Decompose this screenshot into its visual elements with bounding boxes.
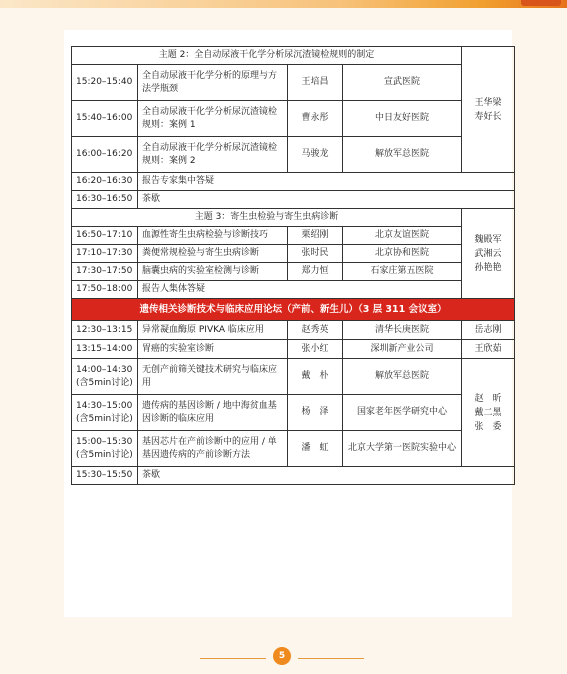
table-row <box>72 137 515 173</box>
activity-cell: 茶歇 <box>138 467 515 485</box>
schedule-table <box>71 46 515 485</box>
forum-group-chair <box>462 359 515 467</box>
table-row <box>72 245 515 263</box>
time-cell: 13:15–14:00 <box>72 340 138 359</box>
topic-cell: 脑囊虫病的实验室检测与诊断 <box>138 263 288 281</box>
theme2-chair <box>462 47 515 173</box>
org-cell: 北京大学第一医院实验中心 <box>343 431 462 467</box>
forum-header-row <box>72 299 515 321</box>
speaker-cell: 张时民 <box>288 245 343 263</box>
time-cell: 15:20–15:40 <box>72 65 138 101</box>
speaker-cell: 张小红 <box>288 340 343 359</box>
page-number: 5 <box>273 647 291 665</box>
topic-cell: 基因芯片在产前诊断中的应用 / 单基因遗传病的产前诊断方法 <box>138 431 288 467</box>
table-row <box>72 281 515 299</box>
footer-rule-right <box>298 658 364 659</box>
time-cell: 15:30–15:50 <box>72 467 138 485</box>
theme3-header-row <box>72 209 515 227</box>
org-cell: 清华长庚医院 <box>343 321 462 340</box>
theme3-title: 主题 3：寄生虫检验与寄生虫病诊断 <box>72 209 462 227</box>
chair-name: 寿好长 <box>474 111 502 122</box>
chair-name: 戴二黑 <box>474 407 502 418</box>
org-cell: 北京友谊医院 <box>343 227 462 245</box>
top-decor-band <box>0 0 567 8</box>
time-cell: 12:30–13:15 <box>72 321 138 340</box>
org-cell: 国家老年医学研究中心 <box>343 395 462 431</box>
chair-name: 张 委 <box>474 421 502 432</box>
org-cell: 宣武医院 <box>343 65 462 101</box>
topic-cell: 异常凝血酶原 PIVKA 临床应用 <box>138 321 288 340</box>
footer-rule-left <box>200 658 266 659</box>
org-cell: 解放军总医院 <box>343 359 462 395</box>
activity-cell: 报告人集体答疑 <box>138 281 462 299</box>
time-cell: 15:00–15:30 (含5min讨论) <box>72 431 138 467</box>
chair-name: 武湘云 <box>474 248 502 259</box>
speaker-cell: 杨 泽 <box>288 395 343 431</box>
table-row <box>72 227 515 245</box>
table-row <box>72 340 515 359</box>
table-row <box>72 263 515 281</box>
top-corner-mark <box>521 0 561 6</box>
table-row <box>72 467 515 485</box>
table-row <box>72 173 515 191</box>
topic-cell: 胃癌的实验室诊断 <box>138 340 288 359</box>
theme3-chair <box>462 209 515 299</box>
time-cell: 17:50–18:00 <box>72 281 138 299</box>
speaker-cell: 王培昌 <box>288 65 343 101</box>
time-cell: 17:10–17:30 <box>72 245 138 263</box>
chair-name: 王华梁 <box>474 97 502 108</box>
table-row <box>72 101 515 137</box>
table-row <box>72 191 515 209</box>
org-cell: 北京协和医院 <box>343 245 462 263</box>
org-cell: 深圳新产业公司 <box>343 340 462 359</box>
forum-title: 遗传相关诊断技术与临床应用论坛（产前、新生儿）（3 层 311 会议室） <box>72 299 515 321</box>
time-cell: 17:30–17:50 <box>72 263 138 281</box>
time-cell: 15:40–16:00 <box>72 101 138 137</box>
table-row <box>72 359 515 395</box>
table-row <box>72 65 515 101</box>
speaker-cell: 赵秀英 <box>288 321 343 340</box>
speaker-cell: 曹永彤 <box>288 101 343 137</box>
org-cell: 解放军总医院 <box>343 137 462 173</box>
topic-cell: 全自动尿液干化学分析尿沉渣镜检规则：案例 2 <box>138 137 288 173</box>
topic-cell: 全自动尿液干化学分析的原理与方法学瓶颈 <box>138 65 288 101</box>
topic-cell: 全自动尿液干化学分析尿沉渣镜检规则：案例 1 <box>138 101 288 137</box>
topic-cell: 粪便常规检验与寄生虫病诊断 <box>138 245 288 263</box>
speaker-cell: 郑力恒 <box>288 263 343 281</box>
table-row <box>72 321 515 340</box>
time-cell: 14:30–15:00 (含5min讨论) <box>72 395 138 431</box>
org-cell: 中日友好医院 <box>343 101 462 137</box>
org-cell: 石家庄第五医院 <box>343 263 462 281</box>
chair-name: 孙艳艳 <box>474 262 502 273</box>
activity-cell: 报告专家集中答疑 <box>138 173 515 191</box>
chair-name: 赵 昕 <box>474 393 502 404</box>
activity-cell: 茶歇 <box>138 191 515 209</box>
table-row <box>72 431 515 467</box>
topic-cell: 无创产前筛关键技术研究与临床应用 <box>138 359 288 395</box>
speaker-cell: 马骏龙 <box>288 137 343 173</box>
theme2-title: 主题 2：全自动尿液干化学分析尿沉渣镜检规则的制定 <box>72 47 462 65</box>
chair-cell: 岳志刚 <box>462 321 515 340</box>
topic-cell: 遗传病的基因诊断 / 地中海贫血基因诊断的临床应用 <box>138 395 288 431</box>
time-cell: 16:00–16:20 <box>72 137 138 173</box>
table-row <box>72 395 515 431</box>
time-cell: 14:00–14:30 (含5min讨论) <box>72 359 138 395</box>
chair-cell: 王欣茹 <box>462 340 515 359</box>
speaker-cell: 潘 虹 <box>288 431 343 467</box>
topic-cell: 血源性寄生虫病检验与诊断技巧 <box>138 227 288 245</box>
speaker-cell: 栗绍刚 <box>288 227 343 245</box>
time-cell: 16:50–17:10 <box>72 227 138 245</box>
time-cell: 16:30–16:50 <box>72 191 138 209</box>
time-cell: 16:20–16:30 <box>72 173 138 191</box>
chair-name: 魏殿军 <box>474 234 502 245</box>
speaker-cell: 戴 朴 <box>288 359 343 395</box>
theme2-header-row <box>72 47 515 65</box>
